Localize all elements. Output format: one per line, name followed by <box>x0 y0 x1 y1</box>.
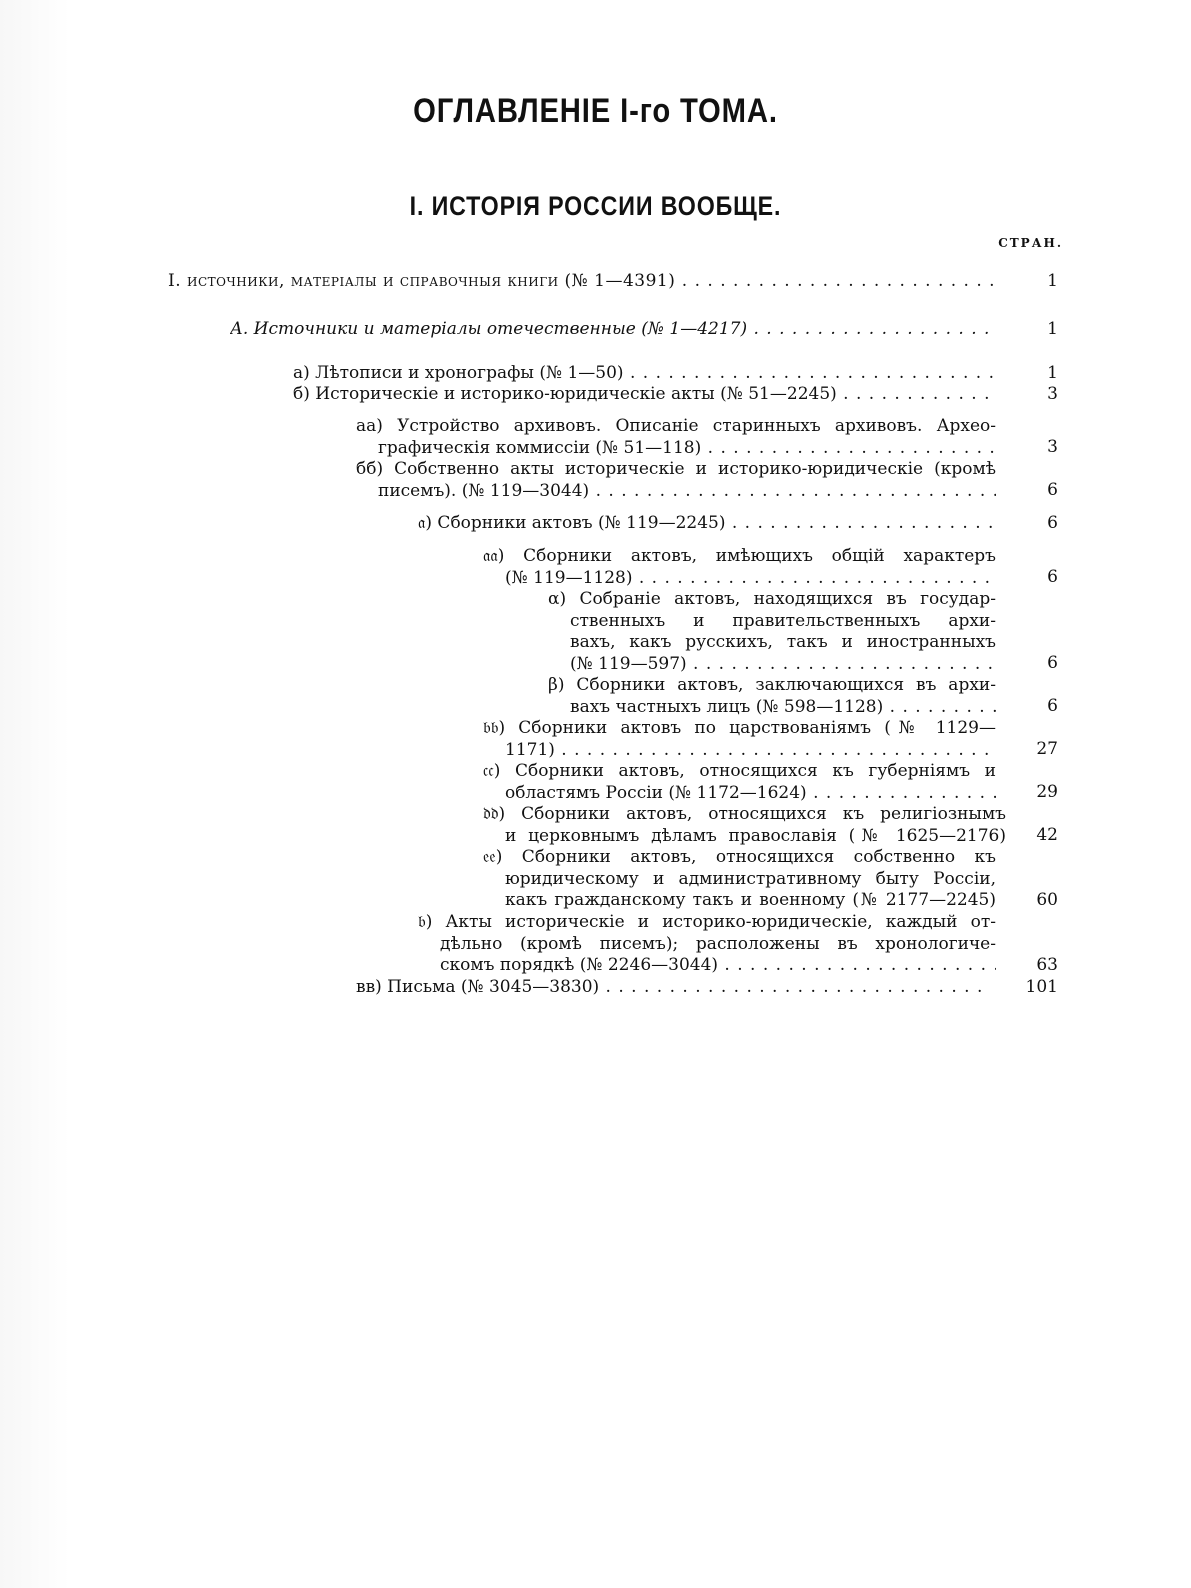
toc-entry-text: аа) Устройство архивовъ. Описаніе старинныхъ архивовъ. Архео- <box>356 416 996 436</box>
toc-entry-text: какъ гражданскому такъ и военному (№ 2177—2245) <box>505 890 996 910</box>
toc-entry <box>168 271 996 293</box>
toc-entry <box>548 675 996 718</box>
toc-entry-text: (№ 119—597) . . . <box>548 654 996 676</box>
toc-page-number: 29 <box>1036 782 1058 802</box>
toc-page-number: 1 <box>1047 363 1058 383</box>
toc-entry-text: 𝔞𝔞) Сборники актовъ, имѣющихъ общій характеръ <box>483 546 996 566</box>
scan-shadow <box>0 0 70 1588</box>
toc-entry <box>293 384 996 406</box>
toc-entry-text: 1171) . . . <box>483 740 996 762</box>
toc-page-number: 6 <box>1047 567 1058 587</box>
toc-entry-text: и церковнымъ дѣламъ православія (№ 1625—2176) <box>505 825 1006 846</box>
page-column-header: СТРАН. <box>998 236 1063 250</box>
toc-page-number: 6 <box>1047 653 1058 673</box>
toc-entry <box>356 459 996 502</box>
toc-page-number: 1 <box>1047 319 1058 339</box>
toc-entry-text: 𝔢𝔢) Сборники актовъ, относящихся собственно къ <box>483 847 996 867</box>
toc-entry-text: вахъ частныхъ лицъ (№ 598—1128) . . . <box>548 697 996 719</box>
toc-entry <box>418 513 993 535</box>
page-title: ОГЛАВЛЕНІЕ I-го ТОМА. <box>413 92 778 130</box>
toc-entry <box>356 416 996 459</box>
toc-entry-text: дѣльно (кромѣ писемъ); расположены въ хронологиче- <box>440 933 996 954</box>
toc-entry-text: 𝔠𝔠) Сборники актовъ, относящихся къ губерніямъ и <box>483 761 996 781</box>
section-title: I. ИСТОРІЯ РОССИИ ВООБЩЕ. <box>409 191 782 221</box>
toc-page-number: 6 <box>1047 513 1058 533</box>
toc-page-number: 42 <box>1036 825 1058 845</box>
toc-entry-text: а) Лѣтописи и хронографы (№ 1—50) . . . <box>293 363 996 385</box>
toc-entry-text: (№ 119—1128) . . . <box>483 568 996 590</box>
toc-entry <box>356 977 986 999</box>
toc-entry <box>548 589 996 675</box>
toc-page-number: 3 <box>1047 437 1058 457</box>
toc-entry-text: вв) Письма (№ 3045—3830) . . . <box>356 977 986 999</box>
toc-entry-text: 𝔟𝔟) Сборники актовъ по царствованіямъ (№ 1129— <box>483 718 996 738</box>
toc-page-number: 3 <box>1047 384 1058 404</box>
toc-entry <box>483 847 996 912</box>
toc-entry <box>230 319 996 341</box>
toc-entry-text: α) Собраніе актовъ, находящихся въ государ- <box>548 589 996 609</box>
toc-page-number: 101 <box>1025 977 1058 997</box>
toc-entry <box>483 761 996 804</box>
toc-entry-text: юридическому и административному быту Россіи, <box>505 868 996 889</box>
toc-entry-text: β) Сборники актовъ, заключающихся въ архи- <box>548 675 996 695</box>
toc-entry-text: ственныхъ и правительственныхъ архи- <box>570 610 996 631</box>
toc-entry-text: графическія коммиссіи (№ 51—118) . . . <box>356 438 996 460</box>
toc-page-number: 1 <box>1047 271 1058 291</box>
toc-entry-text: вахъ, какъ русскихъ, такъ и иностранныхъ <box>570 632 996 652</box>
toc-entry-text: 𝔞) Сборники актовъ (№ 119—2245) . . . <box>418 513 993 535</box>
toc-entry-text: А. Источники и матеріалы отечественные (№ 1—4217) . . . <box>230 319 996 341</box>
toc-entry <box>483 546 996 589</box>
toc-entry-text: I. источники, матеріалы и справочныя книги (№ 1—4391) . . . <box>168 271 996 293</box>
toc-entry-text: скомъ порядкѣ (№ 2246—3044) . . . <box>418 955 996 977</box>
toc-entry <box>483 718 996 761</box>
toc-entry <box>293 363 996 385</box>
toc-entry-text: писемъ). (№ 119—3044) . . . <box>356 481 996 503</box>
toc-page-number: 6 <box>1047 480 1058 500</box>
toc-page-number: 27 <box>1036 739 1058 759</box>
toc-entry-text: б) Историческіе и историко-юридическіе акты (№ 51—2245) . . . <box>293 384 996 406</box>
toc-entry-text: 𝔟) Акты историческіе и историко-юридическіе, каждый от- <box>418 912 996 932</box>
toc-entry <box>483 804 1006 847</box>
toc-entry-text: областямъ Россіи (№ 1172—1624) . . . <box>483 783 996 805</box>
toc-entry-text: бб) Собственно акты историческіе и историко-юридическіе (кромѣ <box>356 459 996 479</box>
toc-entry-text: 𝔡𝔡) Сборники актовъ, относящихся къ религіознымъ <box>483 804 1006 824</box>
toc-page-number: 60 <box>1036 890 1058 910</box>
toc-page-number: 63 <box>1036 955 1058 975</box>
toc-entry <box>418 912 996 977</box>
toc-page-number: 6 <box>1047 696 1058 716</box>
